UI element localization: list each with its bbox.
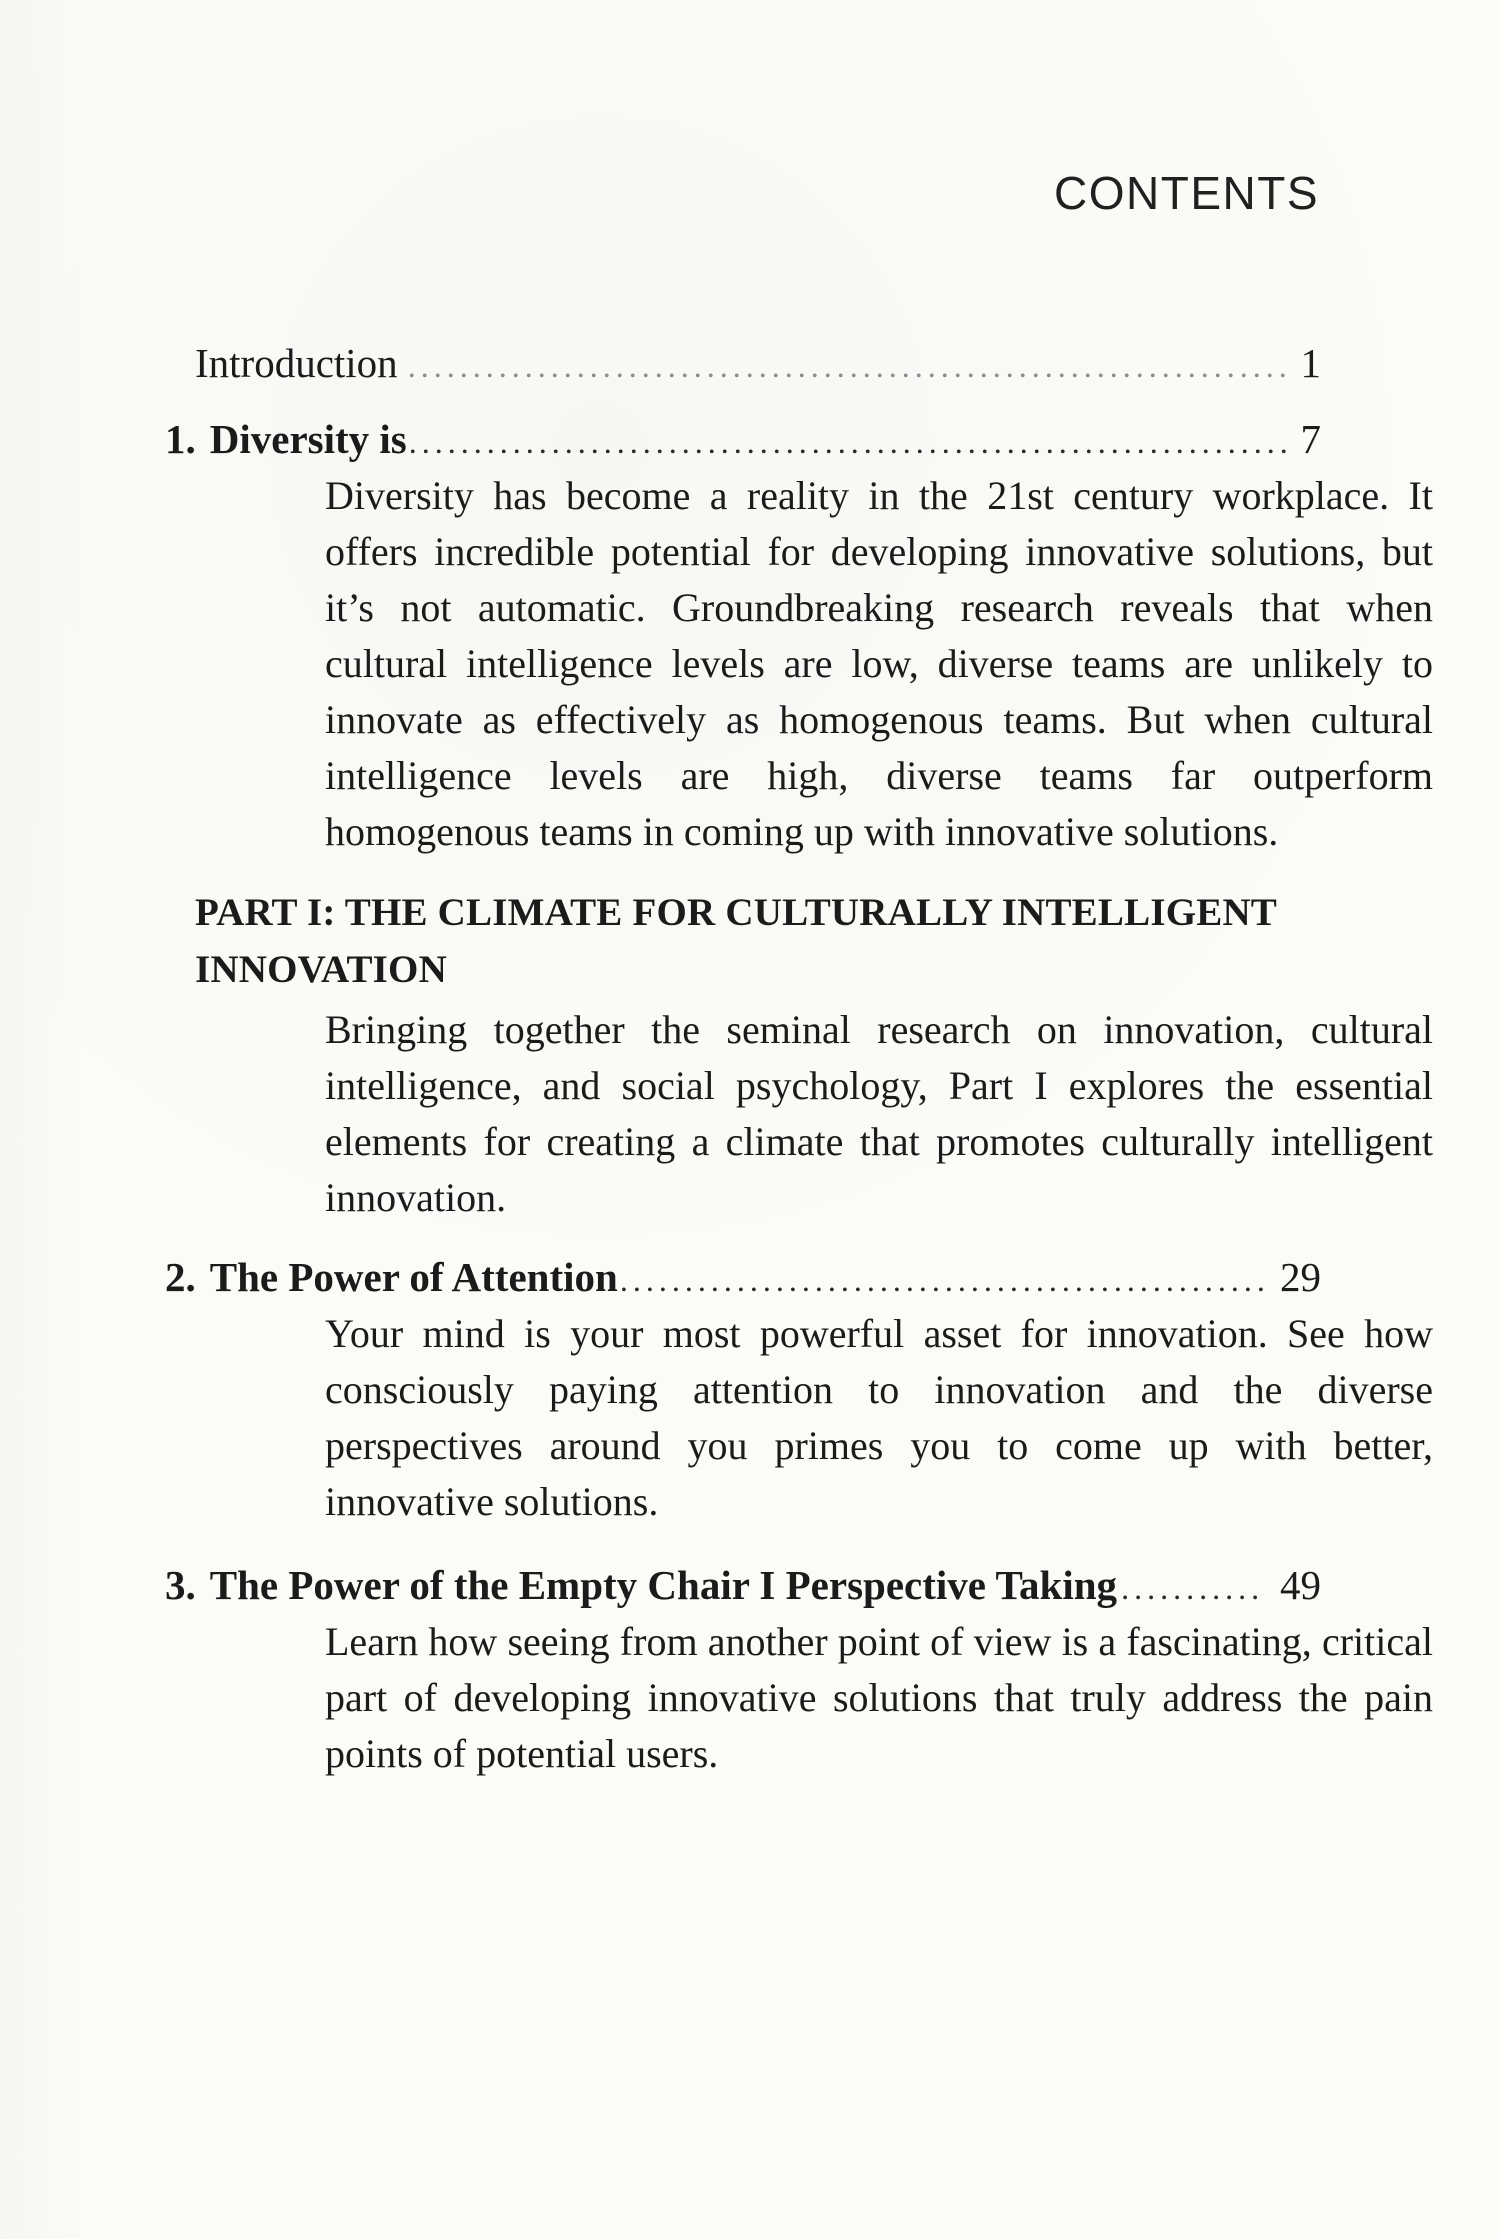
table-of-contents (165, 338, 1433, 1782)
toc-entry-introduction (195, 338, 1321, 388)
dot-leader (409, 423, 1287, 462)
toc-entry-line (165, 414, 1321, 464)
toc-part-1 (195, 884, 1433, 1226)
toc-page-number: 1 (1300, 340, 1321, 386)
chapter-description: Learn how seeing from another point of view is a fascinating, critical part of developing innovative solutions that truly address the pain points of potential users. (325, 1619, 1433, 1777)
chapter-title: Diversity is (209, 416, 407, 463)
toc-page-number: 29 (1280, 1254, 1321, 1301)
part-heading: PART I: THE CLIMATE FOR CULTURALLY INTELLIGENT INNOVATION (195, 891, 1277, 992)
chapter-number: 3. (165, 1562, 196, 1609)
toc-page-number: 7 (1300, 416, 1321, 463)
toc-entry-chapter-3 (165, 1560, 1433, 1782)
toc-entry-line (165, 1252, 1321, 1302)
toc-entry-chapter-2 (165, 1252, 1433, 1530)
chapter-number: 1. (165, 416, 196, 463)
dot-leader (620, 1261, 1266, 1300)
chapter-description: Diversity has become a reality in the 21st century workplace. It offers incredible potential for developing innovative solutions, but it’s not automatic. Groundbreaking research reveals that when cultural intelligence levels are low, diverse teams are unlikely to innovate as effectively as homogenous teams. But when cultural intelligence levels are high, diverse teams far outperform homogenous teams in coming up with innovative solutions. (325, 473, 1433, 855)
chapter-title: The Power of Attention (209, 1254, 618, 1301)
toc-entry-chapter-1 (165, 414, 1433, 860)
toc-entry-title: Introduction (195, 340, 398, 386)
chapter-number: 2. (165, 1254, 196, 1301)
chapter-title: The Power of the Empty Chair I Perspective Taking (209, 1562, 1118, 1609)
dot-leader (408, 347, 1287, 386)
chapter-description: Your mind is your most powerful asset for innovation. See how consciously paying attention to innovation and the diverse perspectives around you primes you to come up with better, innovative solutions. (325, 1311, 1433, 1525)
part-description: Bringing together the seminal research on innovation, cultural intelligence, and social psychology, Part I explores the essential elements for creating a climate that promotes culturally intelligent innovation. (325, 1007, 1433, 1221)
toc-entry-line (195, 338, 1321, 388)
dot-leader (1121, 1569, 1266, 1608)
running-head-contents: CONTENTS (1054, 167, 1319, 219)
toc-entry-line (165, 1560, 1321, 1610)
toc-page-number: 49 (1280, 1562, 1321, 1609)
